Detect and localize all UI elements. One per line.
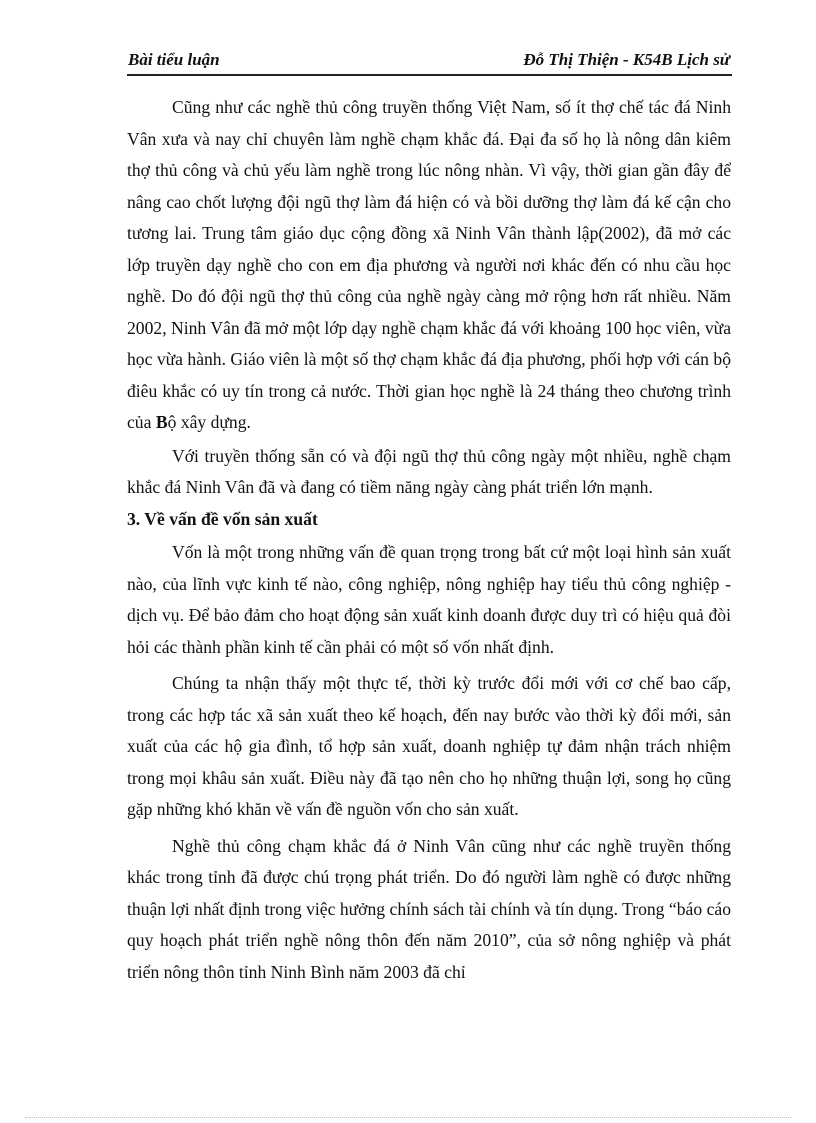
header-title: Bài tiểu luận xyxy=(128,50,220,69)
footer-divider xyxy=(25,1117,791,1118)
paragraph-training-text: Cũng như các nghề thủ công truyền thống Việt Nam, số ít thợ chế tác đá Ninh Vân xưa và nay chỉ chuyên làm nghề chạm khắc đá. Đại đa số họ là nông dân kiêm thợ thủ công và chủ yếu làm nghề trong lúc nông nhàn. Vì vậy, thời gian gần đây để nâng cao chốt lượng đội ngũ thợ làm đá hiện có và bồi dưỡng thợ làm đá kế cận cho tương lai. Trung tâm giáo dục cộng đồng xã Ninh Vân thành lập(2002), đã mở các lớp truyền dạy nghề cho con em địa phương và người nơi khác đến có nhu cầu học nghề. Do đó đội ngũ thợ thủ công của nghề ngày càng mở rộng hơn rất nhiều. Năm 2002, Ninh Vân đã mở một lớp dạy nghề chạm khắc đá với khoảng 100 học viên, vừa học vừa hành. Giáo viên là một số thợ chạm khắc đá địa phương, phối hợp với cán bộ điêu khắc có uy tín trong cả nước. Thời gian học nghề là 24 tháng theo chương trình của xyxy=(127,97,731,432)
paragraph-potential: Với truyền thống sẵn có và đội ngũ thợ thủ công ngày một nhiều, nghề chạm khắc đá Ninh Vân đã và đang có tiềm năng ngày càng phát triển lớn mạnh. xyxy=(127,445,731,497)
section-heading: 3. Về vấn đề vốn sản xuất xyxy=(127,508,318,529)
paragraph-training-end: ộ xây dựng. xyxy=(167,412,251,432)
paragraph-reality: Chúng ta nhận thấy một thực tế, thời kỳ trước đổi mới với cơ chế bao cấp, trong các hợp tác xã sản xuất theo kế hoạch, đến nay bước vào thời kỳ đổi mới, sản xuất của các hộ gia đình, tổ hợp sản xuất, doanh nghiệp tự đảm nhận trách nhiệm trong mọi khâu sản xuất. Điều này đã tạo nên cho họ những thuận lợi, song họ cũng gặp những khó khăn về vấn đề nguồn vốn cho sản xuất. xyxy=(127,673,731,819)
paragraph-training xyxy=(127,92,731,439)
document-body xyxy=(127,92,731,988)
paragraph-policy: Nghề thủ công chạm khắc đá ở Ninh Vân cũng như các nghề truyền thống khác trong tỉnh đã được chú trọng phát triển. Do đó người làm nghề có được những thuận lợi nhất định trong việc hưởng chính sách tài chính và tín dụng. Trong “báo cáo quy hoạch phát triển nghề nông thôn đến năm 2010”, của sở nông nghiệp và phát triển nông thôn tỉnh Ninh Bình năm 2003 đã chỉ xyxy=(127,835,731,982)
header-author: Đỗ Thị Thiện - K54B Lịch sử xyxy=(523,50,730,69)
page-header xyxy=(127,48,732,76)
paragraph-training-bold: B xyxy=(155,412,168,432)
paragraph-capital: Vốn là một trong những vấn đề quan trọng trong bất cứ một loại hình sản xuất nào, của lĩnh vực kinh tế nào, công nghiệp, nông nghiệp hay tiểu thủ công nghiệp - dịch vụ. Để bảo đảm cho hoạt động sản xuất kinh doanh được duy trì có hiệu quả đòi hỏi các thành phần kinh tế cần phải có một số vốn nhất định. xyxy=(127,542,731,657)
